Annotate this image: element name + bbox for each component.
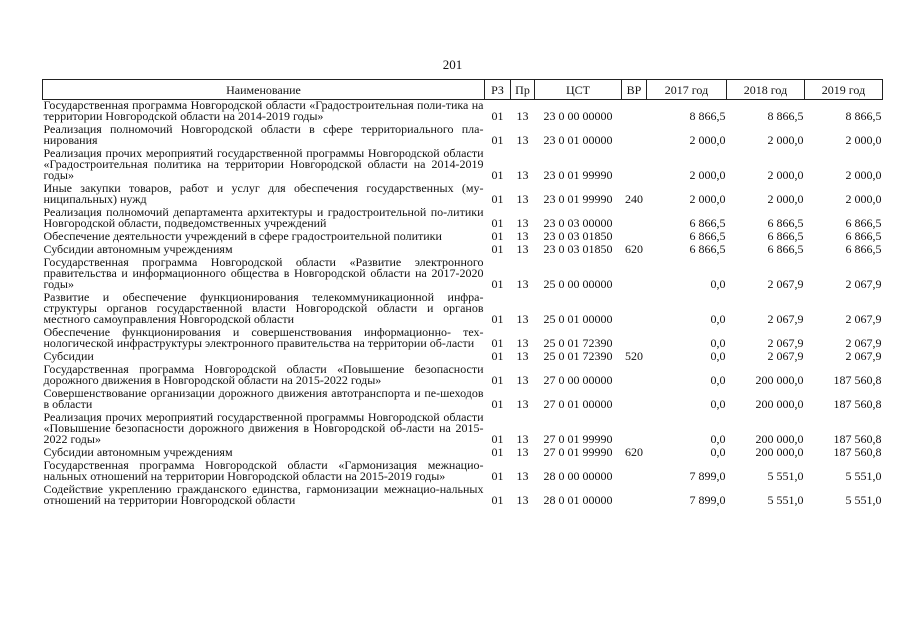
table-row (43, 242, 883, 255)
row-vr (622, 122, 647, 146)
row-name: Реализация полномочий департамента архитектуры и градостроительной по-литики Новгородской области, подведомственных учреждений (43, 205, 484, 230)
table-row (43, 229, 883, 242)
row-vr (622, 410, 647, 445)
row-value-2018: 2 067,9 (767, 312, 804, 326)
row-rz: 01 (491, 336, 504, 350)
row-cst: 23 0 01 99990 (543, 192, 613, 206)
row-value-2017: 2 000,0 (689, 168, 726, 182)
row-value-2018: 200 000,0 (755, 397, 804, 411)
row-pr: 13 (516, 109, 529, 123)
row-vr (622, 386, 647, 410)
row-value-2019: 2 067,9 (845, 277, 882, 291)
table-row (43, 290, 883, 325)
row-value-2019: 5 551,0 (845, 469, 882, 483)
row-value-2019: 5 551,0 (845, 493, 882, 507)
row-pr: 13 (516, 133, 529, 147)
row-value-2019: 2 067,9 (845, 349, 882, 363)
row-vr: 620 (625, 445, 643, 459)
row-value-2018: 6 866,5 (767, 216, 804, 230)
row-name: Субсидии автономным учреждениям (43, 445, 233, 459)
row-rz: 01 (491, 445, 504, 459)
row-cst: 23 0 03 01850 (543, 229, 613, 243)
row-value-2017: 0,0 (710, 373, 726, 387)
row-rz: 01 (491, 349, 504, 363)
row-name: Государственная программа Новгородской области «Гармонизация межнацио-нальных отношений на территории Новгородской области на 2015-2019 годы» (43, 458, 484, 483)
row-vr (622, 482, 647, 506)
table-body (43, 100, 883, 507)
table-row (43, 410, 883, 445)
row-cst: 27 0 01 99990 (543, 445, 613, 459)
row-pr: 13 (516, 192, 529, 206)
table-row (43, 458, 883, 482)
row-pr: 13 (516, 229, 529, 243)
row-vr (622, 362, 647, 386)
column-header-cst: ЦСТ (535, 80, 622, 100)
row-vr (622, 458, 647, 482)
row-vr (622, 229, 647, 242)
row-name: Государственная программа Новгородской области «Развитие электронного правительства и информационного общества в Новгородской области на 2017-2020 годы» (43, 255, 484, 291)
row-value-2017: 0,0 (710, 277, 726, 291)
row-cst: 23 0 03 00000 (543, 216, 613, 230)
row-vr (622, 100, 647, 123)
row-value-2017: 0,0 (710, 349, 726, 363)
row-value-2018: 5 551,0 (767, 493, 804, 507)
row-rz: 01 (491, 168, 504, 182)
row-rz: 01 (491, 469, 504, 483)
row-value-2019: 187 560,8 (833, 373, 882, 387)
row-rz: 01 (491, 312, 504, 326)
column-header-pr: Пр (511, 80, 535, 100)
row-rz: 01 (491, 229, 504, 243)
column-header-2017: 2017 год (647, 80, 727, 100)
row-name: Обеспечение деятельности учреждений в сфере градостроительной политики (43, 229, 442, 243)
row-vr: 620 (625, 242, 643, 256)
row-name: Содействие укреплению гражданского единства, гармонизации межнацио-нальных отношений на территории Новгородской области (43, 482, 484, 507)
row-pr: 13 (516, 216, 529, 230)
row-name: Государственная программа Новгородской области «Повышение безопасности дорожного движения в Новгородской области на 2015-2022 годы» (43, 362, 484, 387)
row-rz: 01 (491, 277, 504, 291)
table-row (43, 122, 883, 146)
row-value-2019: 6 866,5 (845, 242, 882, 256)
row-value-2017: 6 866,5 (689, 216, 726, 230)
row-vr: 520 (625, 349, 643, 363)
row-value-2019: 2 000,0 (845, 192, 882, 206)
row-value-2017: 7 899,0 (689, 493, 726, 507)
row-name: Государственная программа Новгородской области «Градостроительная поли-тика на территории Новгородской области на 2014-2019 годы» (43, 98, 484, 123)
row-name: Совершенствование организации дорожного движения автотранспорта и пе-шеходов в области (43, 386, 484, 411)
column-header-rz: РЗ (485, 80, 511, 100)
row-pr: 13 (516, 493, 529, 507)
row-vr (622, 255, 647, 290)
budget-table (42, 79, 883, 506)
row-cst: 28 0 01 00000 (543, 493, 613, 507)
row-cst: 25 0 01 72390 (543, 349, 613, 363)
row-value-2019: 187 560,8 (833, 445, 882, 459)
table-row (43, 181, 883, 205)
row-pr: 13 (516, 349, 529, 363)
row-value-2019: 6 866,5 (845, 229, 882, 243)
column-header-2019: 2019 год (805, 80, 883, 100)
row-value-2018: 2 000,0 (767, 192, 804, 206)
row-value-2017: 2 000,0 (689, 133, 726, 147)
row-value-2019: 187 560,8 (833, 432, 882, 446)
row-value-2019: 6 866,5 (845, 216, 882, 230)
row-value-2017: 2 000,0 (689, 192, 726, 206)
row-value-2017: 0,0 (710, 397, 726, 411)
row-rz: 01 (491, 242, 504, 256)
row-rz: 01 (491, 397, 504, 411)
row-cst: 28 0 00 00000 (543, 469, 613, 483)
column-header-name: Наименование (43, 80, 485, 100)
row-name: Субсидии автономным учреждениям (43, 242, 233, 256)
row-rz: 01 (491, 192, 504, 206)
row-cst: 25 0 00 00000 (543, 277, 613, 291)
row-pr: 13 (516, 445, 529, 459)
row-vr (622, 205, 647, 229)
table-row (43, 445, 883, 458)
row-name: Реализация прочих мероприятий государственной программы Новгородской области «Повышение безопасности дорожного движения в Новгородской об-ласти на 2015-2022 годы» (43, 410, 484, 446)
row-value-2017: 8 866,5 (689, 109, 726, 123)
table-row (43, 482, 883, 506)
row-value-2017: 0,0 (710, 312, 726, 326)
row-pr: 13 (516, 373, 529, 387)
row-value-2018: 6 866,5 (767, 242, 804, 256)
row-value-2018: 5 551,0 (767, 469, 804, 483)
row-value-2019: 2 067,9 (845, 312, 882, 326)
row-name: Реализация полномочий Новгородской области в сфере территориального пла-нирования (43, 122, 484, 147)
row-value-2018: 2 000,0 (767, 133, 804, 147)
table-row (43, 255, 883, 290)
row-value-2018: 2 000,0 (767, 168, 804, 182)
row-cst: 23 0 01 00000 (543, 133, 613, 147)
table-row (43, 325, 883, 349)
row-value-2019: 8 866,5 (845, 109, 882, 123)
row-value-2018: 200 000,0 (755, 432, 804, 446)
row-value-2017: 0,0 (710, 445, 726, 459)
row-rz: 01 (491, 133, 504, 147)
row-value-2018: 200 000,0 (755, 445, 804, 459)
row-rz: 01 (491, 493, 504, 507)
row-value-2019: 187 560,8 (833, 397, 882, 411)
row-cst: 23 0 03 01850 (543, 242, 613, 256)
row-value-2018: 2 067,9 (767, 277, 804, 291)
row-pr: 13 (516, 469, 529, 483)
row-value-2017: 0,0 (710, 432, 726, 446)
row-cst: 27 0 01 00000 (543, 397, 613, 411)
row-rz: 01 (491, 109, 504, 123)
table-row (43, 205, 883, 229)
row-cst: 25 0 01 72390 (543, 336, 613, 350)
row-name: Иные закупки товаров, работ и услуг для обеспечения государственных (му-ниципальных) нужд (43, 181, 484, 206)
row-pr: 13 (516, 336, 529, 350)
row-pr: 13 (516, 168, 529, 182)
row-pr: 13 (516, 397, 529, 411)
row-name: Обеспечение функционирования и совершенствования информационно- тех-нологической инфраструктуры электронного правительства на территории об-ласти (43, 325, 484, 350)
table-row (43, 349, 883, 362)
row-value-2018: 2 067,9 (767, 336, 804, 350)
row-pr: 13 (516, 277, 529, 291)
row-vr (622, 325, 647, 349)
row-value-2017: 7 899,0 (689, 469, 726, 483)
row-vr: 240 (625, 192, 643, 206)
row-pr: 13 (516, 242, 529, 256)
row-value-2018: 8 866,5 (767, 109, 804, 123)
table-row (43, 362, 883, 386)
row-value-2018: 6 866,5 (767, 229, 804, 243)
row-cst: 27 0 00 00000 (543, 373, 613, 387)
row-rz: 01 (491, 373, 504, 387)
row-pr: 13 (516, 432, 529, 446)
row-cst: 27 0 01 99990 (543, 432, 613, 446)
row-value-2018: 2 067,9 (767, 349, 804, 363)
column-header-2018: 2018 год (727, 80, 805, 100)
table-row (43, 386, 883, 410)
row-value-2019: 2 067,9 (845, 336, 882, 350)
row-value-2017: 6 866,5 (689, 242, 726, 256)
table-row (43, 100, 883, 123)
row-rz: 01 (491, 216, 504, 230)
row-name: Субсидии (43, 349, 94, 363)
row-vr (622, 146, 647, 181)
row-value-2017: 0,0 (710, 336, 726, 350)
row-pr: 13 (516, 312, 529, 326)
row-rz: 01 (491, 432, 504, 446)
page-number: 201 (442, 57, 463, 72)
table-row (43, 146, 883, 181)
row-value-2019: 2 000,0 (845, 133, 882, 147)
row-value-2017: 6 866,5 (689, 229, 726, 243)
row-cst: 25 0 01 00000 (543, 312, 613, 326)
row-name: Реализация прочих мероприятий государственной программы Новгородской области «Градостроительная политика на территории Новгородской области на 2014-2019 годы» (43, 146, 484, 182)
row-vr (622, 290, 647, 325)
row-value-2019: 2 000,0 (845, 168, 882, 182)
table-header-row (43, 80, 883, 100)
row-cst: 23 0 01 99990 (543, 168, 613, 182)
row-cst: 23 0 00 00000 (543, 109, 613, 123)
row-name: Развитие и обеспечение функционирования телекоммуникационной инфра-структуры органов государственной власти Новгородской области и органов местного самоуправления Новгородской области (43, 290, 484, 326)
column-header-vr: ВР (622, 80, 647, 100)
row-value-2018: 200 000,0 (755, 373, 804, 387)
